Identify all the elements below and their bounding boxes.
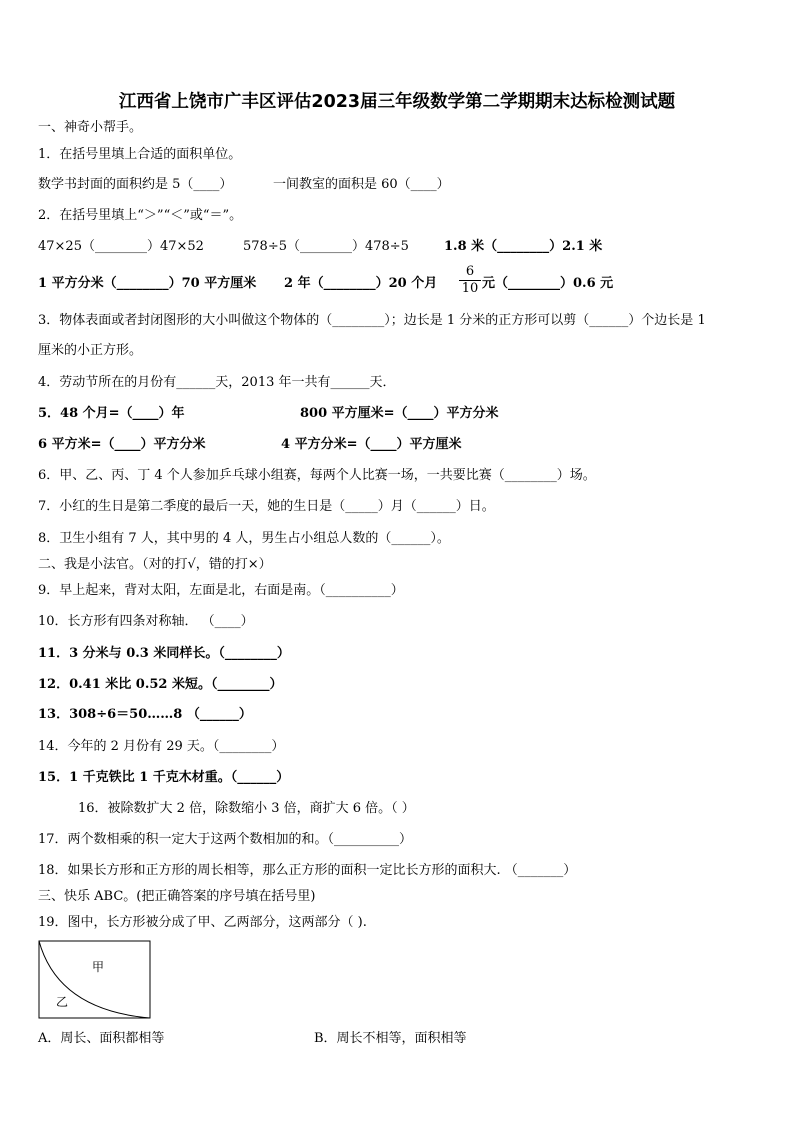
- section-2-heading: 二、我是小法官。（对的打√，错的打×）: [38, 557, 272, 572]
- rectangle-diagram: [38, 940, 152, 1024]
- question-18: 18．如果长方形和正方形的周长相等，那么正方形的面积一定比长方形的面积大. （_______）: [38, 863, 577, 878]
- question-2: 2．在括号里填上“＞”“＜”或“＝”。: [38, 208, 243, 223]
- question-13: 13．308÷6＝50……8 （______）: [38, 707, 252, 722]
- question-2-part-f: 元（________）0.6 元: [482, 276, 614, 291]
- question-2-part-d: 1 平方分米（________）70 平方厘米: [38, 276, 257, 291]
- question-5-part-c: 6 平方米=（____）平方分米: [38, 437, 206, 452]
- question-3-line-2: 厘米的小正方形。: [38, 343, 143, 358]
- question-1-part-b: 一间教室的面积是 60（____）: [273, 177, 450, 192]
- question-5-part-a: 5．48 个月=（____）年: [38, 406, 185, 421]
- fraction: [459, 264, 481, 297]
- question-11: 11．3 分米与 0.3 米同样长。（________）: [38, 646, 290, 661]
- section-1-heading: 一、神奇小帮手。: [38, 120, 143, 135]
- question-9: 9．早上起来，背对太阳，左面是北，右面是南。（__________）: [38, 583, 404, 598]
- fraction-denominator: 10: [461, 281, 479, 296]
- option-a[interactable]: A．周长、面积都相等: [38, 1031, 165, 1046]
- question-1: 1．在括号里填上合适的面积单位。: [38, 147, 242, 162]
- question-5-part-d: 4 平方分米=（____）平方厘米: [281, 437, 462, 452]
- question-2-part-b: 578÷5（________）478÷5: [243, 239, 409, 254]
- question-6: 6．甲、乙、丙、丁 4 个人参加乒乓球小组赛，每两个人比赛一场，一共要比赛（________）场。: [38, 468, 596, 483]
- question-14: 14．今年的 2 月份有 29 天。（________）: [38, 739, 285, 754]
- question-17: 17．两个数相乘的积一定大于这两个数相加的和。（__________）: [38, 832, 413, 847]
- question-10: 10．长方形有四条对称轴． （____）: [38, 614, 254, 629]
- question-2-part-c: 1.8 米（________）2.1 米: [444, 239, 603, 254]
- question-2-part-e: 2 年（________）20 个月: [284, 276, 438, 291]
- question-15: 15．1 千克铁比 1 千克木材重。（______）: [38, 770, 290, 785]
- question-1-part-a: 数学书封面的面积约是 5（____）: [38, 177, 233, 192]
- page-title: 江西省上饶市广丰区评估2023届三年级数学第二学期期末达标检测试题: [118, 92, 676, 112]
- question-4: 4．劳动节所在的月份有______天，2013 年一共有______天．: [38, 375, 396, 390]
- label-yi: 乙: [56, 995, 69, 1009]
- question-8: 8．卫生小组有 7 人，其中男的 4 人，男生占小组总人数的（______）。: [38, 531, 450, 546]
- question-12: 12．0.41 米比 0.52 米短。（________）: [38, 677, 283, 692]
- question-2-part-a: 47×25（________）47×52: [38, 239, 204, 254]
- question-19: 19．图中，长方形被分成了甲、乙两部分，这两部分（ ).: [38, 915, 367, 930]
- question-3-line-1: 3．物体表面或者封闭图形的大小叫做这个物体的（________）；边长是 1 分米的正方形可以剪（______）个边长是 1: [38, 313, 706, 328]
- fraction-numerator: 6: [465, 264, 475, 279]
- question-7: 7．小红的生日是第二季度的最后一天，她的生日是（_____）月（______）日。: [38, 499, 495, 514]
- label-jia: 甲: [92, 960, 105, 974]
- section-3-heading: 三、快乐 ABC。(把正确答案的序号填在括号里): [38, 889, 316, 904]
- option-b[interactable]: B．周长不相等，面积相等: [314, 1031, 467, 1046]
- question-5-part-b: 800 平方厘米=（____）平方分米: [300, 406, 499, 421]
- question-16: 16．被除数扩大 2 倍，除数缩小 3 倍，商扩大 6 倍。（ ）: [78, 801, 415, 816]
